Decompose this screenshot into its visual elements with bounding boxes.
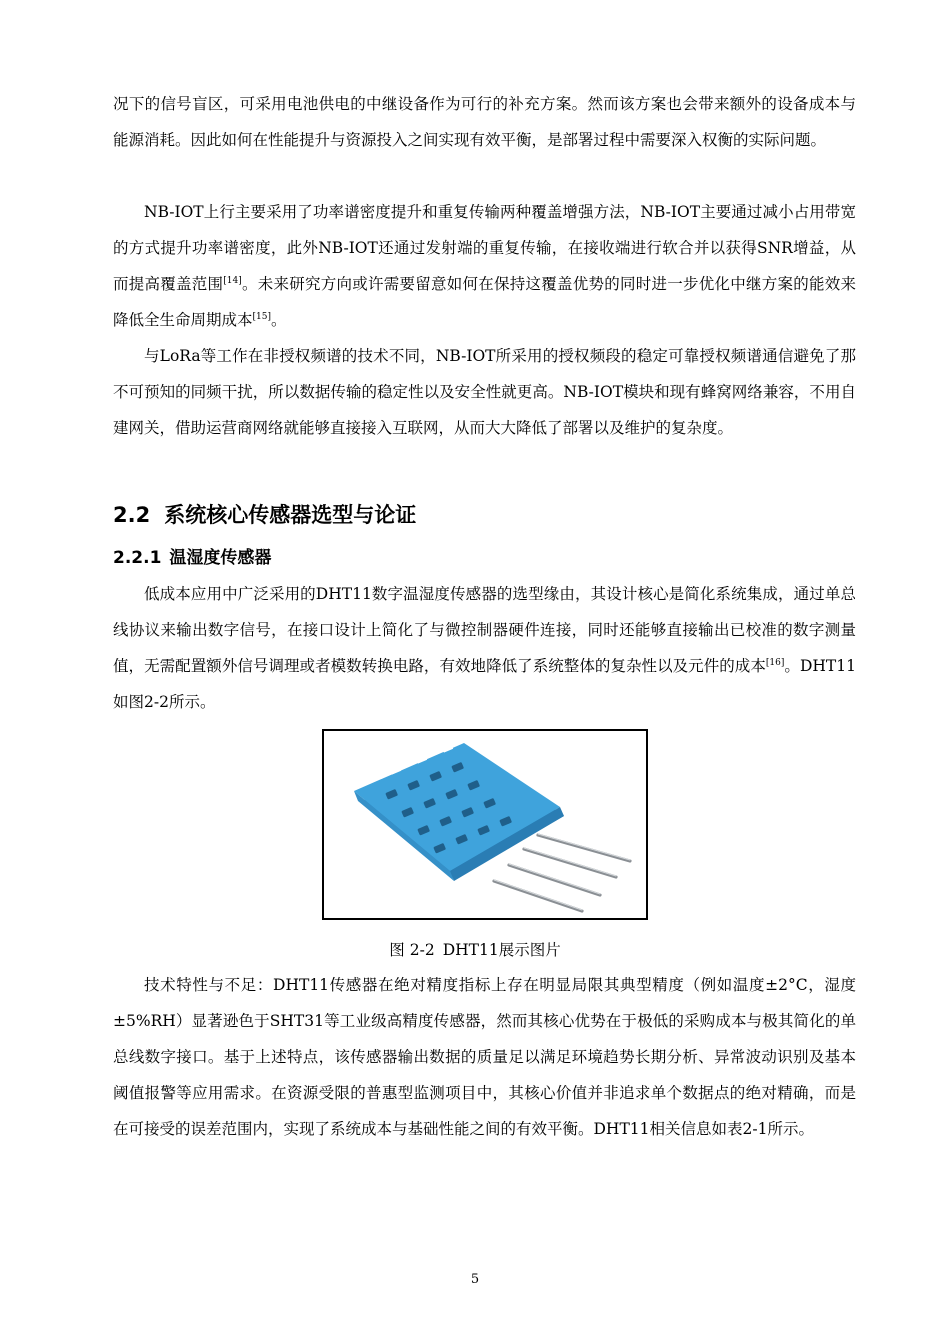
citation-ref: [14] [223,275,242,286]
paragraph-nbiot-coverage [113,194,856,338]
figure-dht11 [322,729,648,920]
paragraph-dht11-selection [113,576,856,720]
figure-label: 图 2-2 [389,941,435,959]
citation-ref: [16] [765,657,785,668]
paragraph-text: 。未来研究方向或许需要留意如何在保持这覆盖优势的同时进一步优化中继方案的能效来降低全生命周期成本 [113,275,856,329]
figure-caption [0,936,950,964]
subsection-number: 2.2.1 [113,548,162,568]
figure-title: DHT11展示图片 [442,941,561,959]
paragraph-relay-scheme [113,86,856,158]
section-title: 系统核心传感器选型与论证 [164,503,417,527]
citation-ref: [15] [252,311,271,322]
paragraph-licensed-spectrum [113,338,856,446]
paragraph-text: 低成本应用中广泛采用的DHT11数字温湿度传感器的选型缘由，其设计核心是简化系统集成，通过单总线协议来输出数字信号，在接口设计上简化了与微控制器硬件连接，同时还能够直接输出已校准的数字测量值，无需配置额外信号调理或者模数转换电路，有效地降低了系统整体的复杂性以及元件的成本 [113,585,856,675]
subsection-heading [113,543,271,573]
paragraph-dht11-characteristics [113,967,856,1147]
section-heading [113,498,416,532]
paragraph-text: 与LoRa等工作在非授权频谱的技术不同，NB-IOT所采用的授权频段的稳定可靠授权频谱通信避免了那不可预知的同频干扰，所以数据传输的稳定性以及安全性就更高。NB-IOT模块和现有蜂窝网络兼容，不用自建网关，借助运营商网络就能够直接接入互联网，从而大大降低了部署以及维护的复杂度。 [113,347,856,437]
page-number: 5 [470,1272,480,1287]
paragraph-text: 。DHT11如图2-2所示。 [113,657,856,711]
section-number: 2.2 [113,503,151,527]
paragraph-text: 况下的信号盲区，可采用电池供电的中继设备作为可行的补充方案。然而该方案也会带来额外的设备成本与能源消耗。因此如何在性能提升与资源投入之间实现有效平衡，是部署过程中需要深入权衡的实际问题。 [113,95,856,149]
subsection-title: 温湿度传感器 [169,548,272,568]
paragraph-text: NB-IOT上行主要采用了功率谱密度提升和重复传输两种覆盖增强方法，NB-IOT主要通过减小占用带宽的方式提升功率谱密度，此外NB-IOT还通过发射端的重复传输，在接收端进行软合并以获得SNR增益，从而提高覆盖范围 [113,203,856,293]
paragraph-text: 。 [271,311,287,329]
dht11-sensor-icon [324,731,646,918]
paragraph-text: 技术特性与不足：DHT11传感器在绝对精度指标上存在明显局限其典型精度（例如温度±2°C，湿度±5%RH）显著逊色于SHT31等工业级高精度传感器，然而其核心优势在于极低的采购成本与极其简化的单总线数字接口。基于上述特点，该传感器输出数据的质量足以满足环境趋势长期分析、异常波动识别及基本阈值报警等应用需求。在资源受限的普惠型监测项目中，其核心价值并非追求单个数据点的绝对精确，而是在可接受的误差范围内，实现了系统成本与基础性能之间的有效平衡。DHT11相关信息如表2-1所示。 [113,976,856,1138]
